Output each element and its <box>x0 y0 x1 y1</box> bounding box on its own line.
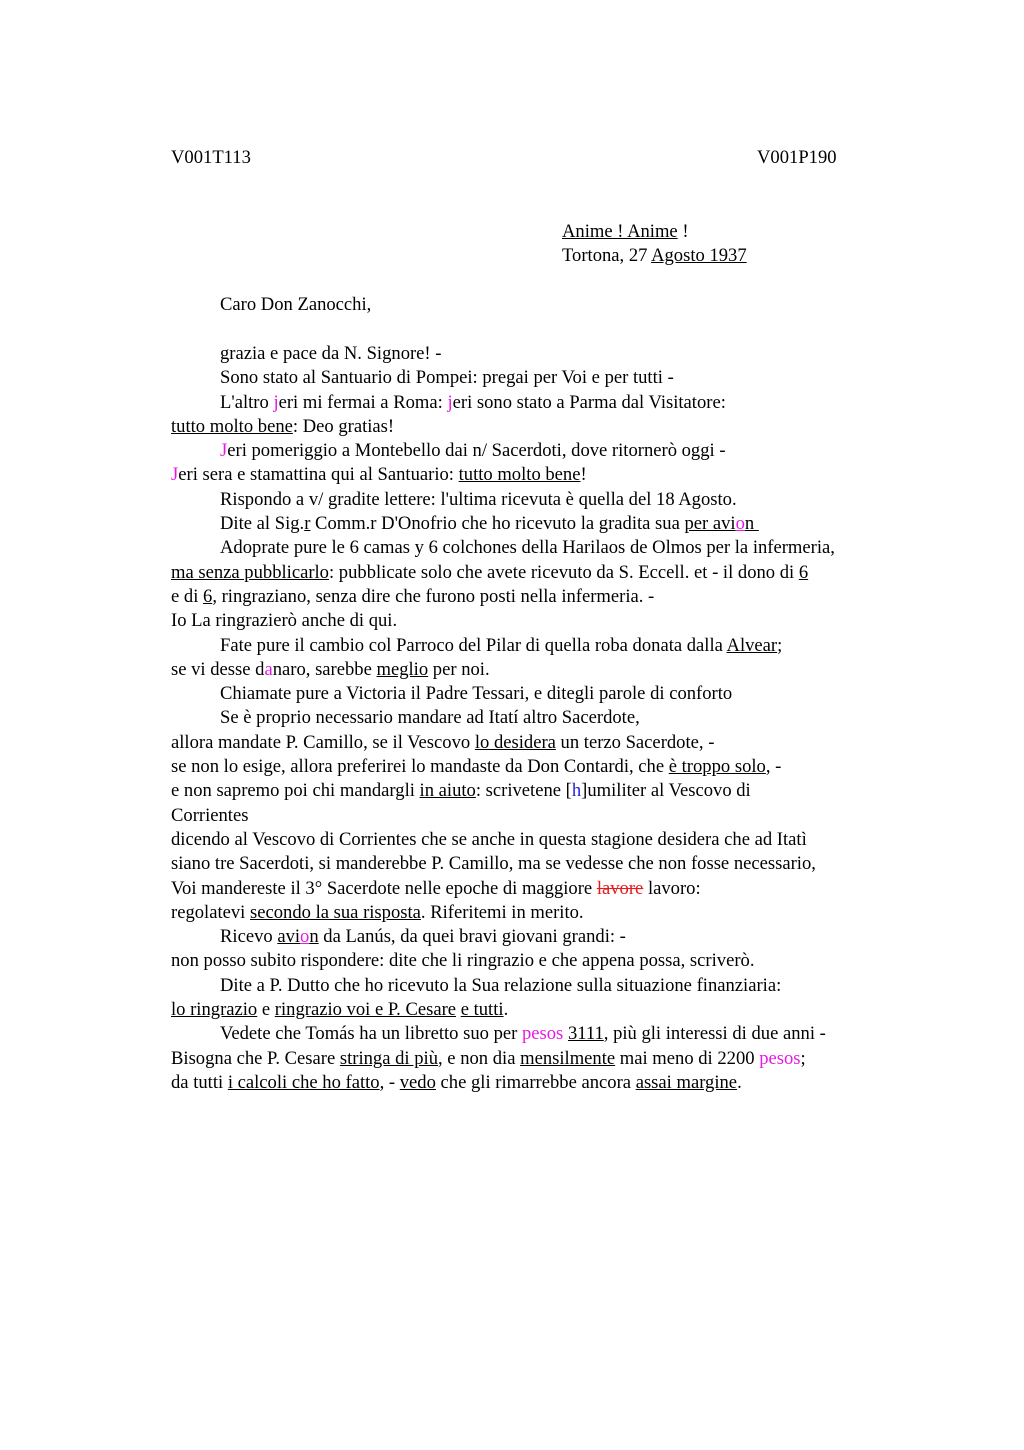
letter-text-segment: eri sera e stamattina qui al Santuario: <box>178 464 459 486</box>
letter-line <box>171 974 931 998</box>
letter-line <box>171 342 931 366</box>
letter-text-segment: e <box>257 999 275 1021</box>
document-code-right: V001P190 <box>757 147 837 168</box>
place-date-line <box>562 244 747 268</box>
letter-text-segment: Fate pure il cambio col Parroco del Pilar di quella roba donata dalla <box>220 634 727 656</box>
letter-text-segment: e di <box>171 585 204 607</box>
letter-text-segment: . <box>503 999 509 1021</box>
letter-line <box>171 609 931 633</box>
letter-text-segment: . Riferitemi in merito. <box>420 901 584 923</box>
letter-line <box>171 828 931 852</box>
letter-text-segment: . <box>737 1071 742 1093</box>
letter-text-segment: se vi desse d <box>171 658 265 680</box>
letter-text-segment: r <box>304 513 311 535</box>
letter-body <box>171 342 931 1095</box>
letter-heading <box>562 220 747 269</box>
letter-text-segment: Comm.r D'Onofrio che ho ricevuto la gradita sua <box>310 513 685 535</box>
letter-line <box>171 1071 931 1095</box>
letter-text-segment: Chiamate pure a Victoria il Padre Tessari, e ditegli parole di conforto <box>220 683 733 705</box>
letter-text-segment: j <box>447 391 453 413</box>
letter-text-segment: se non lo esige, allora preferirei lo mandaste da Don Contardi, che <box>171 756 669 778</box>
letter-text-segment: lavoro: <box>643 877 701 899</box>
letter-text-segment: a <box>264 658 273 680</box>
letter-text-segment: lo ringrazio <box>171 999 258 1021</box>
letter-text-segment: siano tre Sacerdoti, si manderebbe P. Camillo, ma se vedesse che non fosse necessario, <box>171 853 816 875</box>
letter-text-segment: allora mandate P. Camillo, se il Vescovo <box>171 731 475 753</box>
letter-line <box>171 1022 931 1046</box>
letter-line <box>171 536 931 560</box>
letter-text-segment: stringa di più <box>339 1047 438 1069</box>
letter-line <box>171 731 931 755</box>
letter-text-segment: h <box>571 780 582 802</box>
letter-text-segment: ringrazio voi e P. Cesare <box>274 999 457 1021</box>
letter-text-segment: j <box>273 391 279 413</box>
document-code-left: V001T113 <box>171 147 251 168</box>
motto: Anime ! Anime <box>562 221 678 242</box>
letter-line <box>171 585 931 609</box>
letter-text-segment: ma senza pubblicarlo <box>171 561 329 583</box>
letter-line <box>171 439 931 463</box>
letter-text-segment: : scrivetene [ <box>475 780 572 802</box>
letter-text-segment: assai margine <box>635 1071 738 1093</box>
letter-line <box>171 877 931 901</box>
letter-text-segment: : pubblicate solo che avete ricevuto da S. Eccell. et - il dono di <box>328 561 799 583</box>
letter-line <box>171 658 931 682</box>
letter-line <box>171 512 931 536</box>
letter-text-segment: avi <box>277 926 301 948</box>
letter-text-segment: ]umiliter al Vescovo di <box>581 780 751 802</box>
letter-text-segment: Voi mandereste il 3° Sacerdote nelle epoche di maggiore <box>171 877 597 899</box>
letter-line <box>171 949 931 973</box>
letter-text-segment: eri mi fermai a Roma: <box>278 391 448 413</box>
letter-line <box>171 415 931 439</box>
letter-text-segment: i calcoli che ho fatto <box>227 1071 380 1093</box>
letter-text-segment: non posso subito rispondere: dite che li ringrazio e che appena possa, scriverò. <box>171 950 755 972</box>
letter-text-segment: Ricevo <box>220 926 278 948</box>
letter-text-segment: o <box>735 513 745 535</box>
letter-text-segment: ! <box>580 464 587 486</box>
letter-text-segment: tutto molto bene <box>171 415 293 437</box>
letter-text-segment: n <box>309 926 319 948</box>
letter-text-segment: Corrientes <box>171 804 249 826</box>
letter-text-segment: , ringraziano, senza dire che furono posti nella infermeria. - <box>212 585 655 607</box>
letter-text-segment: Vedete che Tomás ha un libretto suo per <box>220 1023 522 1045</box>
letter-line <box>171 391 931 415</box>
letter-text-segment: ; <box>777 634 783 656</box>
letter-text-segment: dicendo al Vescovo di Corrientes che se anche in questa stagione desidera che ad Itatì <box>171 828 807 850</box>
letter-text-segment: o <box>300 926 310 948</box>
letter-text-segment: grazia e pace da N. Signore! - <box>220 343 442 364</box>
letter-text-segment: J <box>171 464 179 486</box>
letter-line <box>171 1047 931 1071</box>
letter-text-segment: e non sapremo poi chi mandargli <box>171 780 420 802</box>
letter-text-segment: e tutti <box>460 999 504 1021</box>
letter-line <box>171 706 931 730</box>
letter-text-segment: Bisogna che P. Cesare <box>171 1047 340 1069</box>
letter-text-segment: Io La ringrazierò anche di qui. <box>171 610 398 632</box>
letter-line <box>171 561 931 585</box>
letter-text-segment: da tutti <box>171 1071 228 1093</box>
letter-text-segment: ; <box>800 1047 806 1069</box>
letter-text-segment: , - <box>765 756 782 778</box>
motto-end: ! <box>677 221 689 242</box>
letter-text-segment: 3111 <box>567 1023 604 1045</box>
letter-line <box>171 682 931 706</box>
letter-text-segment: meglio <box>376 658 429 680</box>
letter-text-segment: Adoprate pure le 6 camas y 6 colchones della Harilaos de Olmos per la infermeria, <box>220 537 835 559</box>
letter-text-segment: Rispondo a v/ gradite lettere: l'ultima ricevuta è quella del 18 Agosto. <box>220 488 737 510</box>
letter-text-segment: 6 <box>798 561 809 583</box>
letter-line <box>171 804 931 828</box>
letter-text-segment: J <box>220 440 228 462</box>
letter-text-segment: mai meno di 2200 <box>615 1047 760 1069</box>
letter-text-segment: per avi <box>684 513 736 535</box>
letter-text-segment: regolatevi <box>171 901 250 923</box>
letter-line <box>171 366 931 390</box>
letter-line <box>171 488 931 512</box>
letter-line <box>171 779 931 803</box>
letter-line <box>171 463 931 487</box>
letter-text-segment: secondo la sua risposta <box>250 901 421 923</box>
letter-text-segment: tutto molto bene <box>458 464 581 486</box>
letter-text-segment: lavore <box>596 877 644 899</box>
letter-line <box>171 755 931 779</box>
letter-text-segment: eri sono stato a Parma dal Visitatore: <box>452 391 726 413</box>
letter-text-segment: da Lanús, da quei bravi giovani grandi: - <box>318 926 626 948</box>
letter-line <box>171 925 931 949</box>
letter-text-segment: Sono stato al Santuario di Pompei: pregai per Voi e per tutti - <box>220 367 674 389</box>
letter-text-segment: , più gli interessi di due anni - <box>603 1023 826 1045</box>
letter-text-segment: n <box>744 513 759 535</box>
letter-line <box>171 852 931 876</box>
letter-text-segment: : Deo gratias! <box>292 415 395 437</box>
letter-line <box>171 901 931 925</box>
letter-text-segment: per noi. <box>428 658 490 680</box>
salutation: Caro Don Zanocchi, <box>220 294 372 315</box>
letter-text-segment: L'altro <box>220 391 274 413</box>
letter-text-segment: che gli rimarrebbe ancora <box>435 1071 636 1093</box>
letter-text-segment: Se è proprio necessario mandare ad Itatí altro Sacerdote, <box>220 707 640 729</box>
letter-line <box>171 634 931 658</box>
letter-text-segment: 6 <box>203 585 213 607</box>
letter-text-segment: pesos <box>759 1047 801 1069</box>
place: Tortona, 27 <box>562 245 652 267</box>
letter-text-segment: pesos <box>521 1023 564 1045</box>
letter-text-segment: Dite al Sig. <box>220 513 305 535</box>
letter-text-segment: eri pomeriggio a Montebello dai n/ Sacerdoti, dove ritornerò oggi - <box>227 440 726 462</box>
letter-text-segment: è troppo solo <box>668 756 766 778</box>
letter-text-segment: Alvear <box>726 634 778 656</box>
letter-text-segment: naro, sarebbe <box>272 658 377 680</box>
letter-text-segment: un terzo Sacerdote, - <box>555 731 715 753</box>
letter-text-segment: vedo <box>399 1071 436 1093</box>
letter-text-segment: in aiuto <box>419 780 476 802</box>
letter-text-segment: , e non dia <box>438 1047 521 1069</box>
letter-line <box>171 998 931 1022</box>
letter-text-segment: Dite a P. Dutto che ho ricevuto la Sua relazione sulla situazione finanziaria: <box>220 974 782 996</box>
letter-text-segment: , - <box>379 1071 400 1093</box>
letter-text-segment: lo desidera <box>474 731 556 753</box>
date: Agosto 1937 <box>651 245 747 267</box>
motto-line <box>562 220 747 244</box>
letter-text-segment: mensilmente <box>520 1047 616 1069</box>
